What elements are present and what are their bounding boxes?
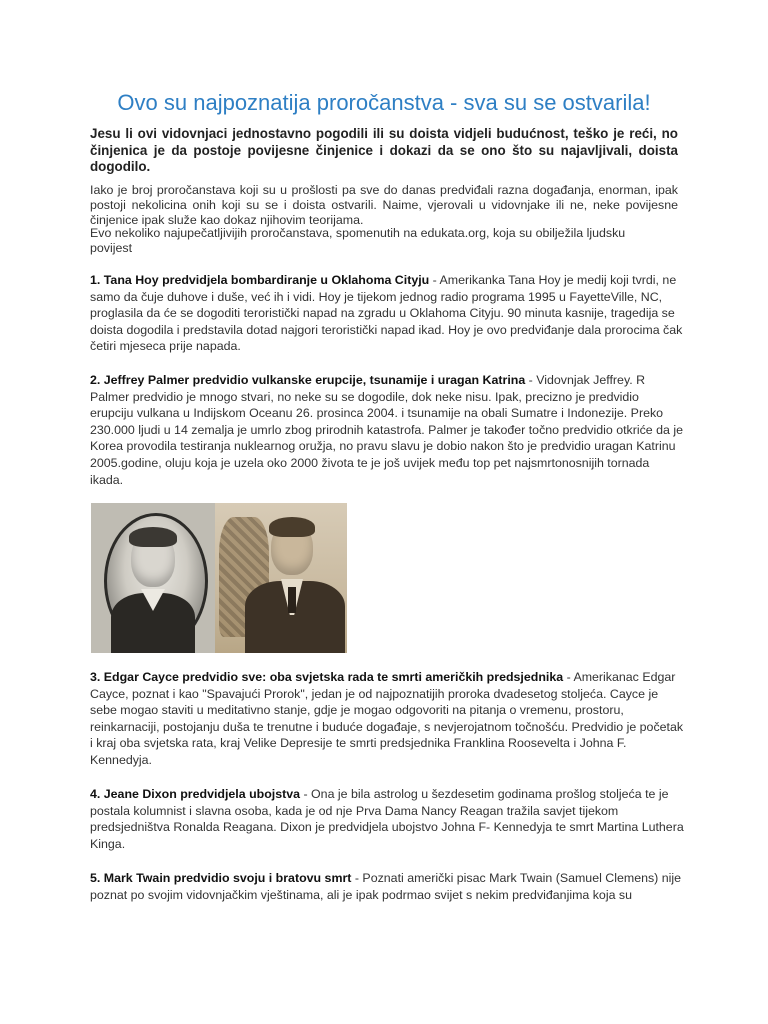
prophecy-text: - Poznati američki pisac Mark Twain (Samuel Clemens) nije poznat po svojim vidovnjačkim vještinama, ali je ipak podrmao svijet s nekim predviđanjima koja su bbox=[90, 871, 682, 902]
prophecy-text: - Vidovnjak Jeffrey. R Palmer predvidio je mnogo stvari, no neke su se dogodile, dok neke nisu. Ipak, precizno je predvidio erupciju vulkana u Indijskom Oceanu 26. prosinca 2004. i tsunamije na obali Sumatre i Indonezije. Preko 230.000 ljudi u 14 zemalja je umrlo zbog prirodnih katastrofa. Palmer je također točno predvidio otkriće da je Korea provodila testiranja nuklearnog oružja, no pravu slavu je dobio nakon što je predvidio uragan Katrinu 2005.godine, oluju koja je uzela oko 2000 života te je još uvijek među top pet najsmrtonosnijih tornada ikada. bbox=[90, 373, 684, 487]
prophecy-heading: 3. Edgar Cayce predvidio sve: oba svjetska rada te smrti američkih predsjednika bbox=[90, 670, 564, 684]
photo-pair bbox=[91, 503, 347, 653]
lead-paragraph: Jesu li ovi vidovnjaci jednostavno pogodili ili su doista vidjeli budućnost, teško je reći, no činjenica je da postoje povijesne činjenice i dokazi da se ono što su najavljivali, doista dogodilo. bbox=[90, 126, 678, 174]
prophecy-text: - Ona je bila astrolog u šezdesetim godinama prošlog stoljeća te je postala kolumnist i slavna osoba, kada je od nje Prva Dama Nancy Reagan tražila savjet tijekom predsjedništva Ronalda Reagana. Dixon je predvidjela ubojstvo Johna F- Kennedyja te smrt Martina Luthera Kinga. bbox=[90, 787, 684, 851]
prophecy-item-3 bbox=[90, 669, 684, 769]
prophecy-item-4 bbox=[90, 786, 684, 852]
prophecy-heading: 5. Mark Twain predvidio svoju i bratovu smrt bbox=[90, 871, 352, 885]
prophecy-heading: 1. Tana Hoy predvidjela bombardiranje u Oklahoma Cityju bbox=[90, 273, 430, 287]
prophecy-item-2 bbox=[90, 372, 684, 488]
prophecy-heading: 4. Jeane Dixon predvidjela ubojstva bbox=[90, 787, 301, 801]
intro-paragraph-2: Evo nekoliko najupečatljivijih proročanstava, spomenutih na edukata.org, koja su obilježila ljudsku povijest bbox=[90, 226, 626, 255]
prophecy-item-5 bbox=[90, 870, 684, 903]
prophecy-item-1 bbox=[90, 272, 684, 355]
portrait-photo-seated bbox=[215, 503, 347, 653]
prophecy-heading: 2. Jeffrey Palmer predvidio vulkanske erupcije, tsunamije i uragan Katrina bbox=[90, 373, 526, 387]
intro-paragraph: Iako je broj proročanstava koji su u prošlosti pa sve do danas predviđali razna događanja, enorman, ipak postoji nekolicina onih koji su se i doista ostvarili. Naime, vjerovali u vidovnjake ili ne, neke povijesne činjenice ipak služe kao dokaz njihovim teorijama. bbox=[90, 183, 678, 227]
page-title: Ovo su najpoznatija proročanstva - sva su se ostvarila! bbox=[117, 90, 651, 115]
prophecy-text: - Amerikanka Tana Hoy je medij koji tvrdi, ne samo da čuje duhove i duše, već ih i vidi. Hoy je tijekom jednog radio programa 1995 u FayetteVille, NC, proglasila da će se dogoditi teroristički napad na zgradu u Oklahoma Cityju. 90 minuta kasnije, tragedija se doista dogodila i predstavila dotad najgori teroristički napad ikad. Hoy je ovo predviđanje dala prorocima čak četiri mjeseca prije napada. bbox=[90, 273, 683, 354]
portrait-photo-oval bbox=[91, 503, 215, 653]
prophecy-text: - Amerikanac Edgar Cayce, poznat i kao "Spavajući Prorok", jedan je od najpoznatijih proroka dvadesetog stoljeća. Cayce je sebe mogao staviti u meditativno stanje, gdje je mogao odgovoriti na pitanja o vremenu, prostoru, reinkarnaciji, postojanju duša te trenutne i buduće događaje, s nevjerojatnom točnošću. Predvidio je početak i kraj oba svjetska rata, kraj Velike Depresije te smrti predsjednika Franklina Roosevelta i Johna F. Kennedyja. bbox=[90, 670, 684, 767]
